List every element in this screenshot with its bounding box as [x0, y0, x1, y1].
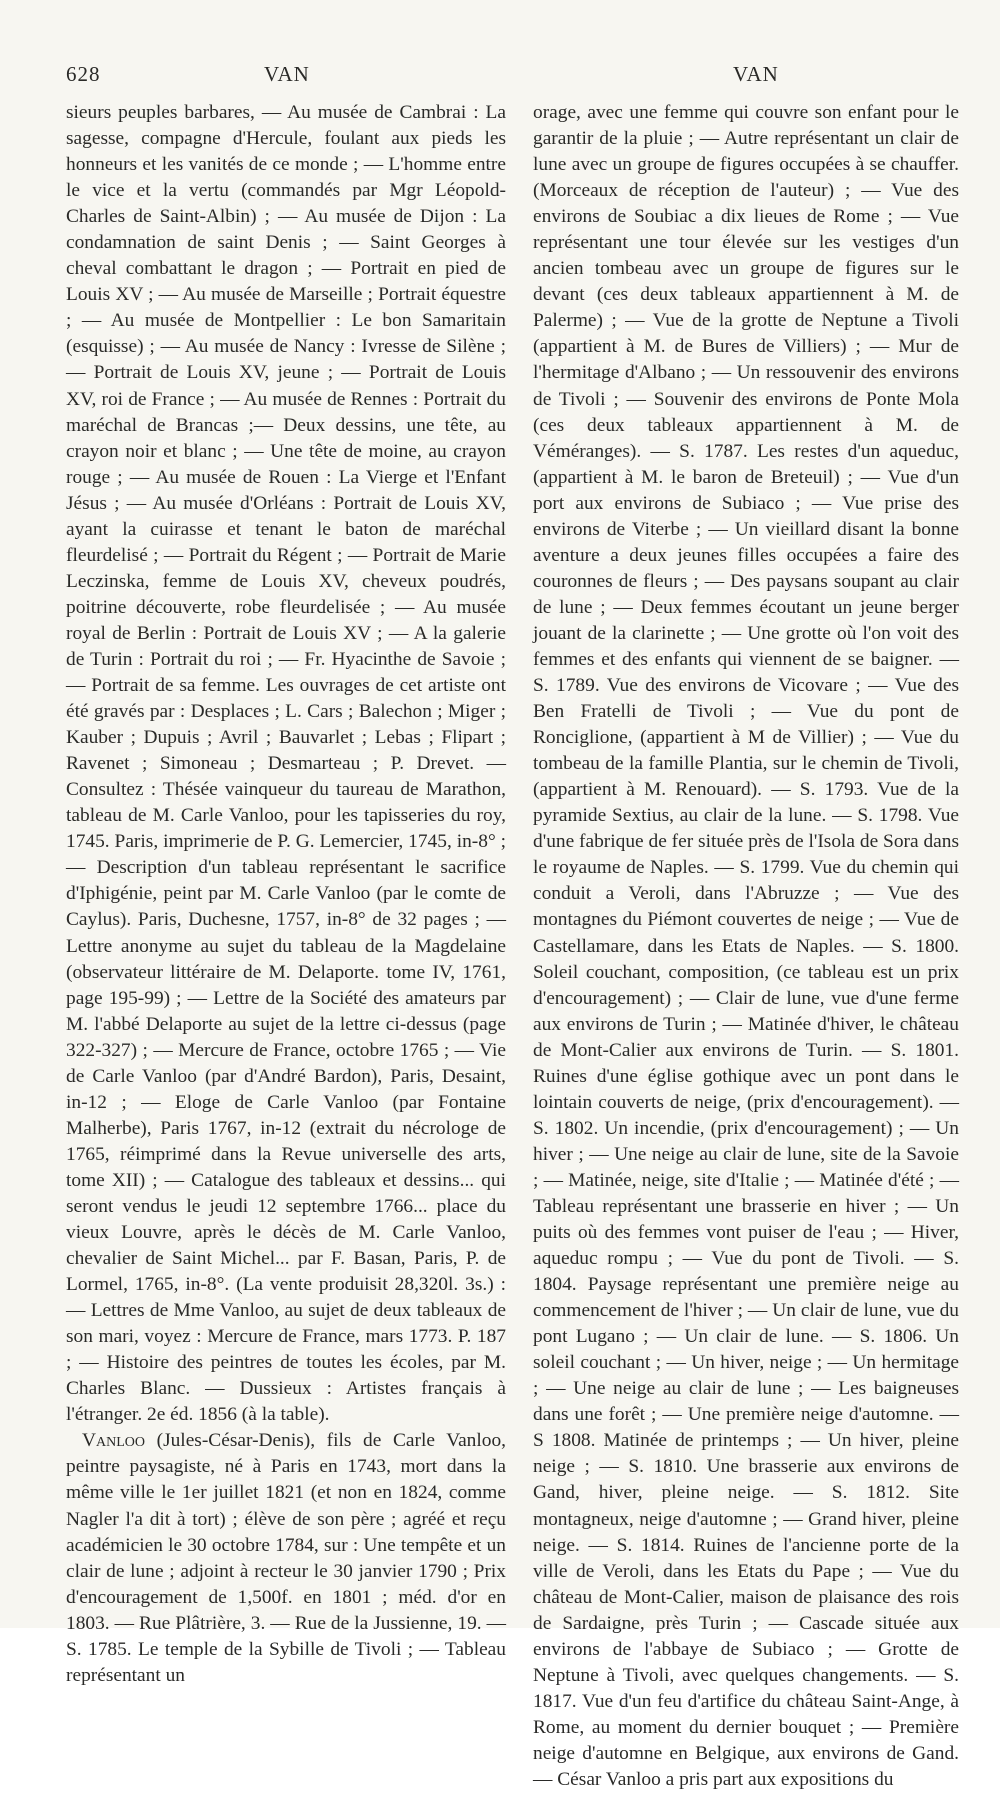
- left-column: [66, 100, 506, 1689]
- left-paragraph-continuation: sieurs peuples barbares, — Au musée de Cambrai : La sagesse, compagne d'Hercule, foulant aux pieds les honneurs et les vanités de ce monde ; — L'homme entre le vice et la vertu (commandés par Mgr Léopold-Charles de Saint-Albin) ; — Au musée de Dijon : La condamnation de saint Denis ; — Saint Georges à cheval combattant le dragon ; — Portrait en pied de Louis XV ; — Au musée de Marseille ; Portrait équestre ; — Au musée de Montpellier : Le bon Samaritain (esquisse) ; — Au musée de Nancy : Ivresse de Silène ; — Portrait de Louis XV, jeune ; — Portrait de Louis XV, roi de France ; — Au musée de Rennes : Portrait du maréchal de Brancas ;— Deux dessins, une tête, au crayon noir et blanc ; — Une tête de moine, au crayon rouge ; — Au musée de Rouen : La Vierge et l'Enfant Jésus ; — Au musée d'Orléans : Portrait de Louis XV, ayant la cuirasse et tenant le baton de maréchal fleurdelisé ; — Portrait du Régent ; — Portrait de Marie Leczinska, femme de Louis XV, cheveux poudrés, poitrine découverte, robe fleurdelisée ; — Au musée royal de Berlin : Portrait de Louis XV ; — A la galerie de Turin : Portrait du roi ; — Fr. Hyacinthe de Savoie ; — Portrait de sa femme. Les ouvrages de cet artiste ont été gravés par : Desplaces ; L. Cars ; Balechon ; Miger ; Kauber ; Dupuis ; Avril ; Bauvarlet ; Lebas ; Flipart ; Ravenet ; Simoneau ; Desmarteau ; P. Drevet. — Consultez : Thésée vainqueur du taureau de Marathon, tableau de M. Carle Vanloo, pour les tapisseries du roy, 1745. Paris, imprimerie de P. G. Lemercier, 1745, in-8° ; — Description d'un tableau représentant le sacrifice d'Iphigénie, peint par M. Carle Vanloo (par le comte de Caylus). Paris, Duchesne, 1757, in-8° de 32 pages ; — Lettre anonyme au sujet du tableau de la Magdelaine (observateur littéraire de M. Delaporte. tome IV, 1761, page 195-99) ; — Lettre de la Société des amateurs par M. l'abbé Delaporte au sujet de la lettre ci-dessus (page 322-327) ; — Mercure de France, octobre 1765 ; — Vie de Carle Vanloo (par d'André Bardon), Paris, Desaint, in-12 ; — Eloge de Carle Vanloo (par Fontaine Malherbe), Paris 1767, in-12 (extrait du nécrologe de 1765, réimprimé dans la Revue universelle des arts, tome XII) ; — Catalogue des tableaux et dessins... qui seront vendus le jeudi 12 septembre 1766... place du vieux Louvre, après le décès de M. Carle Vanloo, chevalier de Saint Michel... par F. Basan, Paris, P. de Lormel, 1765, in-8°. (La vente produisit 28,320l. 3s.) : — Lettres de Mme Vanloo, au sujet de deux tableaux de son mari, voyez : Mercure de France, mars 1773. P. 187 ; — Histoire des peintres de toutes les écoles, par M. Charles Blanc. — Dussieux : Artistes français à l'étranger. 2e éd. 1856 (à la table).: [66, 102, 506, 1426]
- page-header: [0, 62, 1000, 92]
- entry-text: (Jules-César-Denis), fils de Carle Vanloo, peintre paysagiste, né à Paris en 1743, mort dans la même ville le 1er juillet 1821 (et non en 1824, comme Nagler l'a dit à tort) ; élève de son père ; agréé et reçu académicien le 30 octobre 1784, sur : Une tempête et un clair de lune ; adjoint à recteur le 30 janvier 1790 ; Prix d'encouragement de 1,500f. en 1801 ; méd. d'or en 1803. — Rue Plâtrière, 3. — Rue de la Jussienne, 19. — S. 1785. Le temple de la Sybille de Tivoli ; — Tableau représentant un: [66, 1430, 506, 1686]
- running-head-right: VAN: [733, 62, 779, 86]
- entry-name: Vanloo: [82, 1430, 145, 1452]
- left-paragraph-entry: [66, 1428, 506, 1688]
- page-number: 628: [66, 62, 101, 86]
- running-head-left: VAN: [264, 62, 310, 86]
- right-column: [533, 100, 959, 1793]
- right-paragraph: orage, avec une femme qui couvre son enfant pour le garantir de la pluie ; — Autre représentant un clair de lune avec un groupe de figures occupées à se chauffer. (Morceaux de réception de l'auteur) ; — Vue des environs de Soubiac a dix lieues de Rome ; — Vue représentant une tour élevée sur les vestiges d'un ancien tombeau avec un groupe de figures sur le devant (ces deux tableaux appartiennent à M. de Palerme) ; — Vue de la grotte de Neptune a Tivoli (appartient à M. de Bures de Villiers) ; — Mur de l'hermitage d'Albano ; — Un ressouvenir des environs de Tivoli ; — Souvenir des environs de Ponte Mola (ces deux tableaux appartiennent à M. de Véméranges). — S. 1787. Les restes d'un aqueduc, (appartient à M. le baron de Breteuil) ; — Vue d'un port aux environs de Subiaco ; — Vue prise des environs de Viterbe ; — Un vieillard disant la bonne aventure a deux jeunes filles occupées a faire des couronnes de fleurs ; — Des paysans soupant au clair de lune ; — Deux femmes écoutant un jeune berger jouant de la clarinette ; — Une grotte où l'on voit des femmes et des enfants qui viennent de se baigner. — S. 1789. Vue des environs de Vicovare ; — Vue des Ben Fratelli de Tivoli ; — Vue du pont de Ronciglione, (appartient à M de Villier) ; — Vue du tombeau de la famille Plantia, sur le chemin de Tivoli, (appartient à M. Renouard). — S. 1793. Vue de la pyramide Sextius, au clair de la lune. — S. 1798. Vue d'une fabrique de fer située près de l'Isola de Sora dans le royaume de Naples. — S. 1799. Vue du chemin qui conduit a Veroli, dans l'Abruzze ; — Vue des montagnes du Piémont couvertes de neige ; — Vue de Castellamare, dans les Etats de Naples. — S. 1800. Soleil couchant, composition, (ce tableau est un prix d'encouragement) ; — Clair de lune, vue d'une ferme aux environs de Turin ; — Matinée d'hiver, le château de Mont-Calier aux environs de Turin. — S. 1801. Ruines d'une église gothique avec un pont dans le lointain couverts de neige, (prix d'encouragement). — S. 1802. Un incendie, (prix d'encouragement) ; — Un hiver ; — Une neige au clair de lune, site de la Savoie ; — Matinée, neige, site d'Italie ; — Matinée d'été ; — Tableau représentant une brasserie en hiver ; — Un puits où des femmes vont puiser de l'eau ; — Hiver, aqueduc rompu ; — Vue du pont de Tivoli. — S. 1804. Paysage représentant une première neige au commencement de l'hiver ; — Un clair de lune, vue du pont Lugano ; — Un clair de lune. — S. 1806. Un soleil couchant ; — Un hiver, neige ; — Un hermitage ; — Une neige au clair de lune ; — Les baigneuses dans une forêt ; — Une première neige d'automne. — S 1808. Matinée de printemps ; — Un hiver, pleine neige ; — S. 1810. Une brasserie aux environs de Gand, hiver, pleine neige. — S. 1812. Site montagneux, neige d'automne ; — Grand hiver, pleine neige. — S. 1814. Ruines de l'ancienne porte de la ville de Veroli, dans les Etats du Pape ; — Vue du château de Mont-Calier, maison de plaisance des rois de Sardaigne, près Turin ; — Cascade située aux environs de l'abbaye de Subiaco ; — Grotte de Neptune à Tivoli, avec quelques changements. — S. 1817. Vue d'un feu d'artifice du château Saint-Ange, à Rome, au moment du dernier bouquet ; — Première neige d'automne en Belgique, aux environs de Gand. — César Vanloo a pris part aux expositions du: [533, 102, 959, 1790]
